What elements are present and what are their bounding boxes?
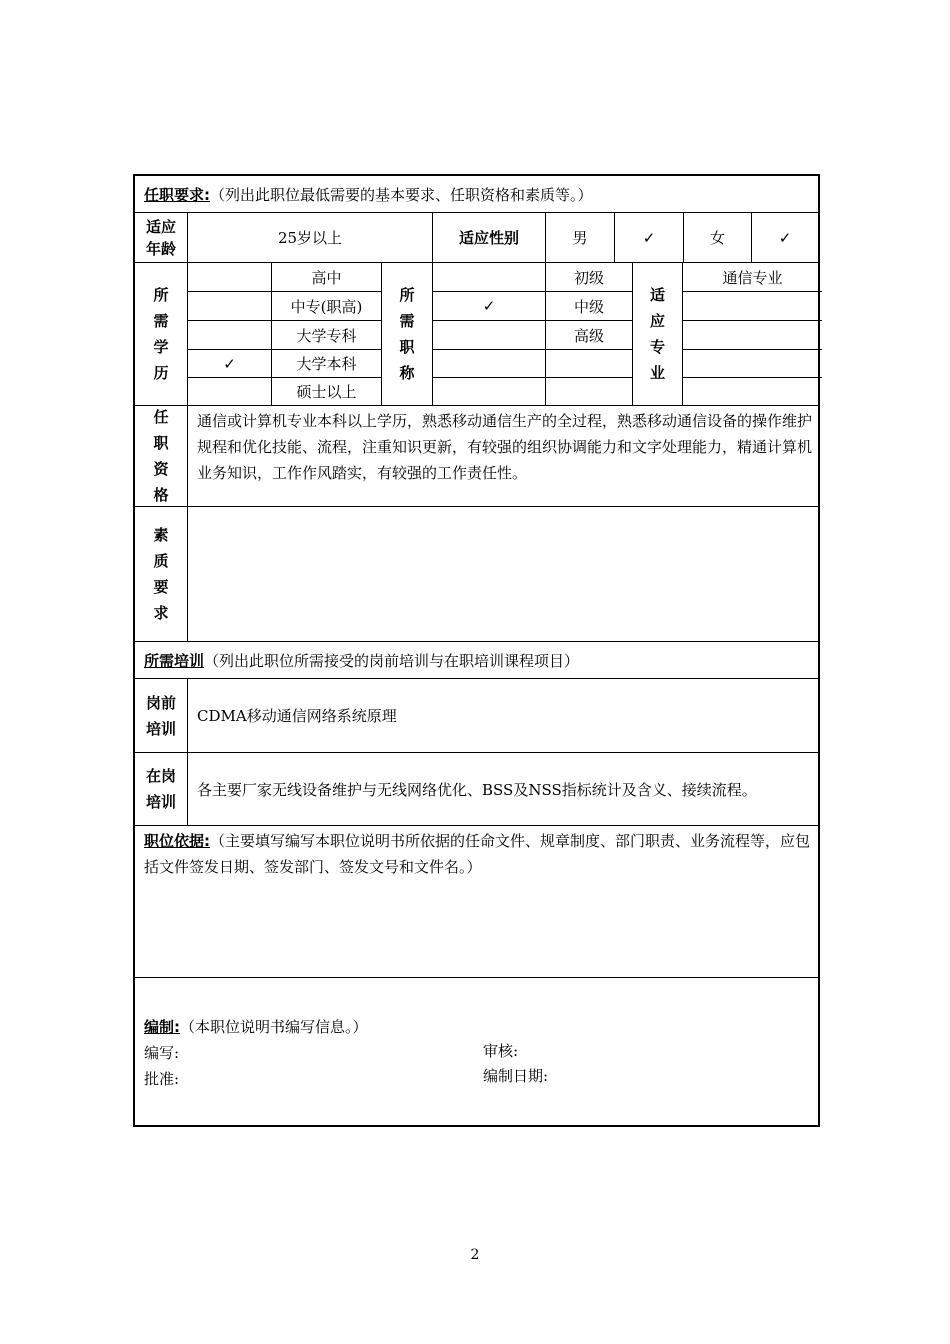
pre-training-label: 岗前 培训 xyxy=(145,693,176,738)
education-check-icon: ✓ xyxy=(223,354,236,373)
writer-label: 编写: xyxy=(144,1044,180,1062)
education-label: 所 需 学 历 xyxy=(153,286,169,382)
male-check-icon: ✓ xyxy=(642,228,656,247)
training-note: （列出此职位所需接受的岗前培训与在职培训课程项目） xyxy=(204,652,580,670)
onjob-training-text: 各主要厂家无线设备维护与无线网络优化、BSS及NSS指标统计及含义、接续流程。 xyxy=(197,780,757,799)
age-gender-row xyxy=(135,213,818,263)
basis-note: （主要填写编写本职位说明书所依据的任命文件、规章制度、部门职责、业务流程等，应包括文件签发日期、签发部门、签发文号和文件名。） xyxy=(144,832,811,876)
qualification-label: 任 职 资 格 xyxy=(153,408,169,504)
education-level: 大学专科 xyxy=(296,326,357,345)
education-level: 大学本科 xyxy=(296,355,357,373)
compile-row xyxy=(135,978,818,1125)
female-check-icon: ✓ xyxy=(778,228,792,247)
education-level: 硕士以上 xyxy=(296,383,357,401)
training-heading-row xyxy=(135,642,818,679)
qualification-text: 通信或计算机专业本科以上学历，熟悉移动通信生产的全过程，熟悉移动通信设备的操作维护规程和优化技能、流程，注重知识更新，有较强的组织协调能力和文字处理能力，精通计算机业务知识，工作作风踏实，有较强的工作责任性。 xyxy=(197,412,813,482)
basis-heading: 职位依据: xyxy=(144,832,210,850)
major-value: 通信专业 xyxy=(722,268,783,287)
requirements-heading: 任职要求: xyxy=(144,186,210,204)
female-label: 女 xyxy=(709,229,725,247)
title-level: 初级 xyxy=(573,268,604,287)
education-level: 高中 xyxy=(311,268,342,287)
page-number: 2 xyxy=(470,1247,480,1263)
compile-date-label: 编制日期: xyxy=(483,1067,549,1085)
basis-block xyxy=(144,828,814,880)
title-level: 高级 xyxy=(573,326,604,345)
title-level: 中级 xyxy=(573,297,604,316)
age-label: 适应 年龄 xyxy=(145,217,176,258)
compile-note: （本职位说明书编写信息。） xyxy=(180,1018,368,1036)
approver-label: 批准: xyxy=(144,1070,180,1088)
male-label: 男 xyxy=(572,229,588,247)
qualification-row xyxy=(135,406,818,507)
basis-row xyxy=(135,826,818,978)
pre-training-row xyxy=(135,679,818,753)
major-label: 适 应 专 业 xyxy=(649,286,665,382)
gender-label: 适应性别 xyxy=(458,229,519,247)
title-check-icon: ✓ xyxy=(482,297,496,315)
quality-label: 素 质 要 求 xyxy=(153,526,169,622)
training-heading: 所需培训 xyxy=(144,652,205,670)
requirements-heading-row xyxy=(135,176,818,213)
age-value: 25岁以上 xyxy=(277,229,343,247)
onjob-training-label: 在岗 培训 xyxy=(145,767,176,811)
education-level: 中专(职高) xyxy=(290,297,363,316)
compile-heading: 编制: xyxy=(144,1018,180,1036)
pre-training-text: CDMA移动通信网络系统原理 xyxy=(197,707,397,725)
job-description-form xyxy=(133,174,820,1127)
reviewer-label: 审核: xyxy=(483,1042,519,1060)
onjob-training-row xyxy=(135,753,818,826)
title-label: 所 需 职 称 xyxy=(399,286,415,382)
quality-row xyxy=(135,507,818,642)
requirements-note: （列出此职位最低需要的基本要求、任职资格和素质等。） xyxy=(210,186,593,204)
education-title-major-row xyxy=(135,263,818,406)
